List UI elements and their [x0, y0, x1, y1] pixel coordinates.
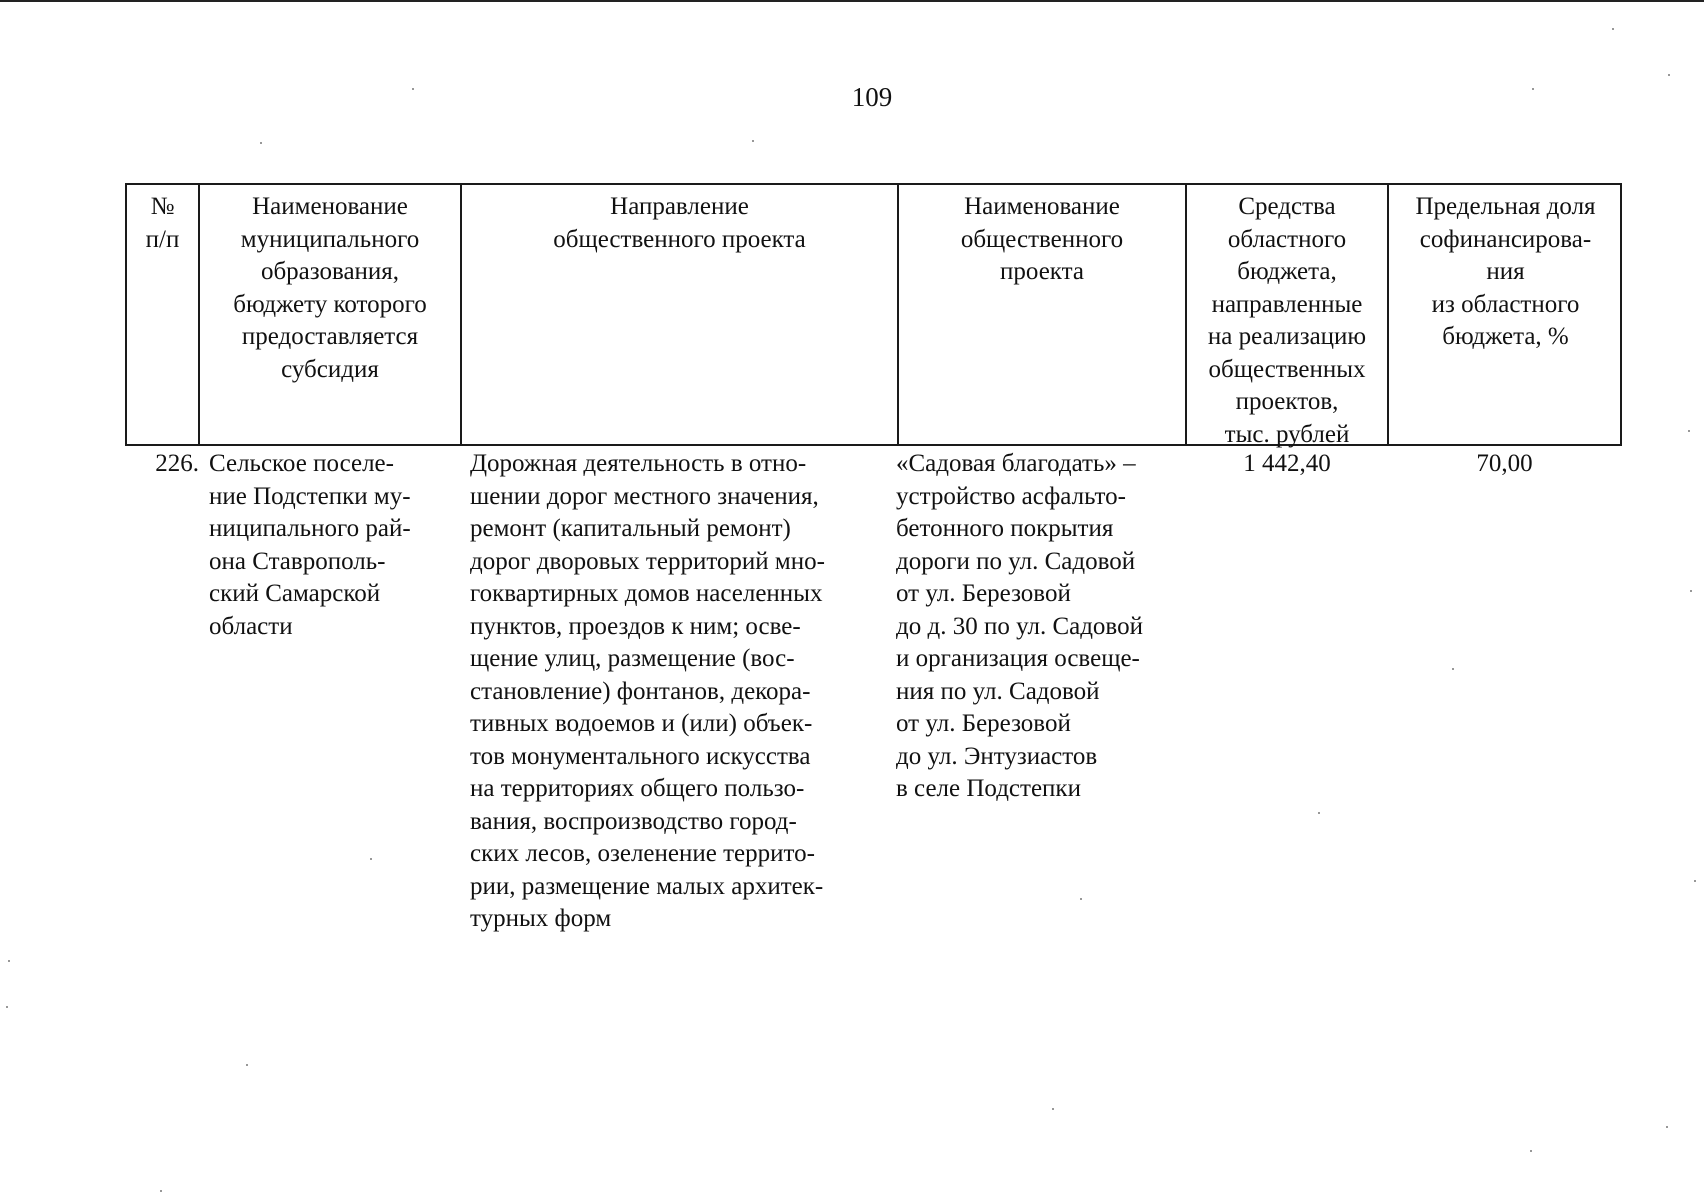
top-rule — [0, 0, 1704, 2]
header-funds: Средства областного бюджета, направленные на реализацию общественных проектов, тыс. рублей — [1207, 193, 1367, 448]
header-number: № п/п — [145, 193, 180, 253]
header-direction: Направление общественного проекта — [553, 193, 806, 253]
header-municipality: Наименование муниципального образования, бюджету которого предоставляется субсидия — [233, 193, 427, 383]
row-municipality: Сельское поселе- ние Подстепки му- ниципального рай- она Ставрополь- ский Самарской области — [209, 450, 411, 640]
table-header — [125, 183, 1622, 446]
header-share: Предельная доля софинансирова- ния из областного бюджета, % — [1415, 193, 1596, 350]
row-project: «Садовая благодать» – устройство асфальто- бетонного покрытия дороги по ул. Садовой от ул. Березовой до д. 30 по ул. Садовой и организация освеще- ния по ул. Садовой от ул. Березовой до ул. Энтузиастов в селе Подстепки — [896, 450, 1143, 802]
row-number: 226. — [155, 450, 199, 477]
row-share: 70,00 — [1476, 450, 1533, 477]
row-funds: 1 442,40 — [1243, 450, 1331, 477]
row-direction: Дорожная деятельность в отно- шении дорог местного значения, ремонт (капитальный ремонт) дорог дворовых территорий мно- гоквартирных домов населенных пунктов, проездов к ним; осве- щение улиц, размещение (вос- становление) фонтанов, декора- тивных водоемов и (или) объек- тов монументального искусства на территориях общего пользо- вания, воспроизводство город- ских лесов, озеленение террито- рии, размещение малых архитек- турных форм — [470, 450, 825, 932]
header-project-name: Наименование общественного проекта — [960, 193, 1124, 285]
page-number: 109 — [851, 82, 893, 112]
